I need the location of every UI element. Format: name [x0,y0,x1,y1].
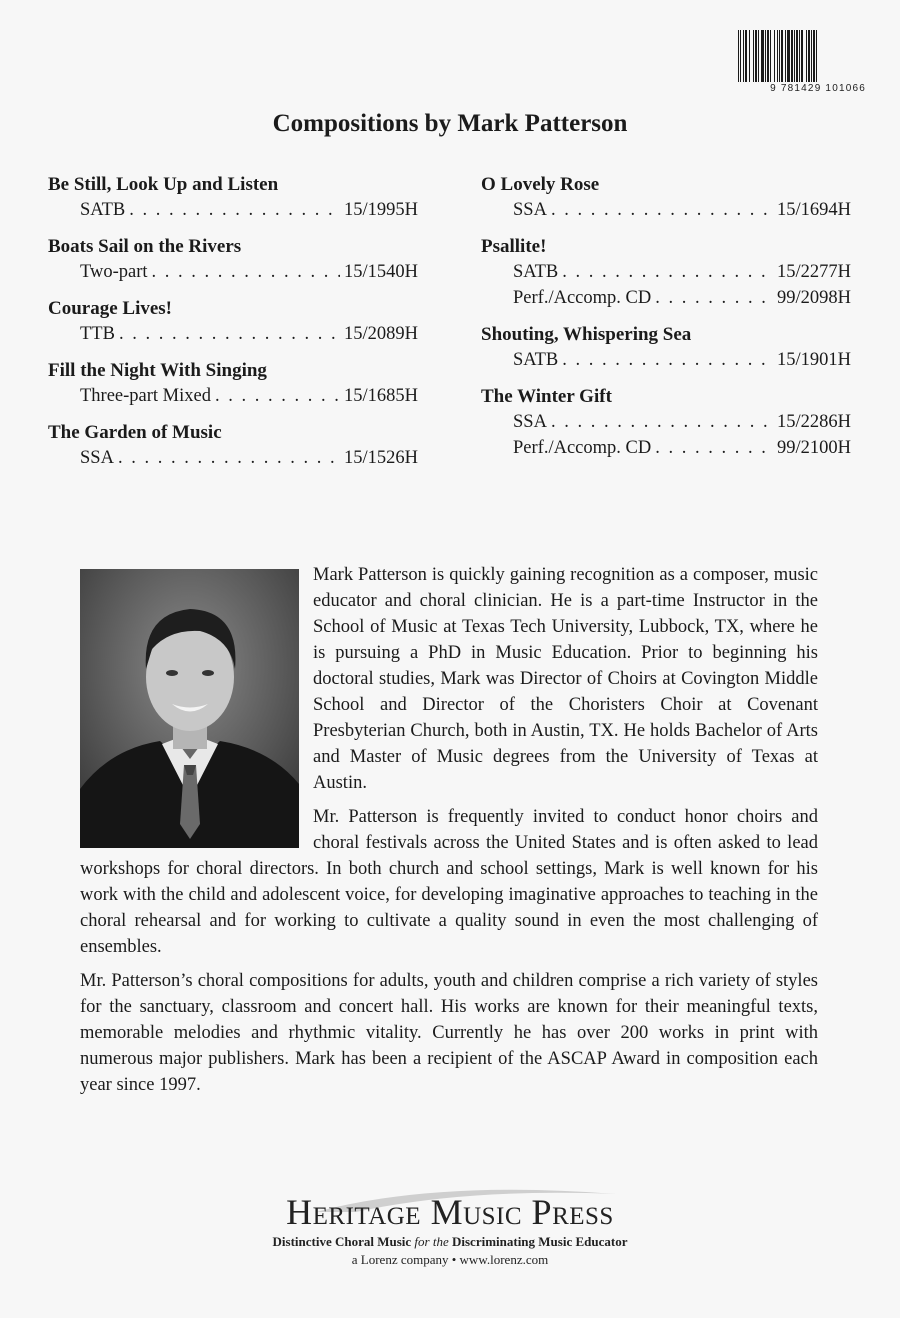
dot-leader [152,259,340,285]
work-title: Fill the Night With Singing [48,360,267,381]
barcode-number: 9 781429 101066 [770,83,866,94]
publisher-tagline: Distinctive Choral Music for the Discriminating Music Educator [272,1234,628,1249]
publisher-name: Heritage Music Press [286,1192,614,1232]
edition-voicing: Perf./Accomp. CD [513,288,652,308]
edition-row [48,259,418,285]
work-title: Courage Lives! [48,298,173,319]
edition-number: 15/1540H [344,262,418,282]
edition-row [481,285,851,311]
work-entry [48,296,418,347]
edition-voicing: SATB [513,262,559,282]
dot-leader [215,383,340,409]
edition-voicing: Perf./Accomp. CD [513,438,652,458]
edition-row [48,445,418,471]
edition-row [481,197,851,223]
edition-number: 15/1901H [777,350,851,370]
edition-row [48,197,418,223]
work-title: Boats Sail on the Rivers [48,236,242,257]
work-entry [48,420,418,471]
edition-row [481,435,851,461]
works-list-left [48,172,418,482]
edition-number: 15/2277H [777,262,851,282]
edition-number: 15/2089H [344,324,418,344]
work-entry [481,384,851,461]
edition-voicing: Three-part Mixed [80,386,211,406]
edition-number: 15/1694H [777,200,851,220]
edition-voicing: SSA [513,200,547,220]
works-list-right [481,172,851,472]
edition-number: 15/1526H [344,448,418,468]
edition-row [481,409,851,435]
dot-leader [129,197,340,223]
edition-voicing: Two-part [80,262,148,282]
edition-voicing: SSA [80,448,114,468]
publisher-logo [286,1192,614,1232]
bio-paragraph-1: Mark Patterson is quickly gaining recognition as a composer, music educator and choral clinician. He is a part-time Instructor in the School of Music at Texas Tech University, Lubbock, TX, where he is pursuing a PhD in Music Education. Prior to beginning his doctoral studies, Mark was Director of Choirs at Covington Middle School and Director of the Choristers Choir at Covenant Presbyterian Church, both in Austin, TX. He holds Bachelor of Arts and Master of Music degrees from the University of Texas at Austin. [313,565,818,793]
work-entry [481,234,851,311]
edition-row [481,259,851,285]
dot-leader [119,321,340,347]
bio-paragraph-2: Mr. Patterson is frequently invited to conduct honor choirs and choral festivals across the United States and is often asked to lead workshops for choral directors. In both church and school settings, Mark is well known for his work with the child and adolescent voice, for developing imaginative approaches to teaching in the choral rehearsal and for working to cultivate a quality sound in even the most challenging of ensembles. [80,807,818,957]
edition-number: 15/2286H [777,412,851,432]
edition-number: 15/1995H [344,200,418,220]
composer-photo [80,569,299,848]
barcode-bars [738,30,866,82]
dot-leader [551,409,773,435]
edition-number: 15/1685H [344,386,418,406]
dot-leader [655,435,773,461]
work-entry [481,322,851,373]
work-title: O Lovely Rose [481,174,600,195]
barcode [738,30,866,94]
dot-leader [562,347,773,373]
edition-voicing: SSA [513,412,547,432]
edition-number: 99/2100H [777,438,851,458]
edition-voicing: SATB [80,200,126,220]
work-entry [48,358,418,409]
work-title: The Winter Gift [481,386,612,407]
work-entry [481,172,851,223]
biography [80,562,818,1106]
work-title: Shouting, Whispering Sea [481,324,692,345]
publisher-company: a Lorenz company • www.lorenz.com [351,1252,549,1267]
edition-row [48,383,418,409]
dot-leader [562,259,773,285]
edition-row [48,321,418,347]
edition-row [481,347,851,373]
edition-voicing: TTB [80,324,115,344]
work-title: Be Still, Look Up and Listen [48,174,279,195]
dot-leader [118,445,340,471]
publisher-footer [0,1192,900,1268]
bio-paragraph-3: Mr. Patterson’s choral compositions for adults, youth and children comprise a rich variety of styles for the sanctuary, classroom and concert hall. His works are known for their meaningful texts, memorable melodies and rhythmic vitality. Currently he has over 200 works in print with numerous major publishers. Mark has been a recipient of the ASCAP Award in composition each year since 1997. [80,971,818,1095]
dot-leader [551,197,773,223]
work-title: The Garden of Music [48,422,222,443]
dot-leader [655,285,773,311]
page-title: Compositions by Mark Patterson [272,110,628,137]
edition-number: 99/2098H [777,288,851,308]
work-title: Psallite! [481,236,547,257]
work-entry [48,172,418,223]
work-entry [48,234,418,285]
edition-voicing: SATB [513,350,559,370]
